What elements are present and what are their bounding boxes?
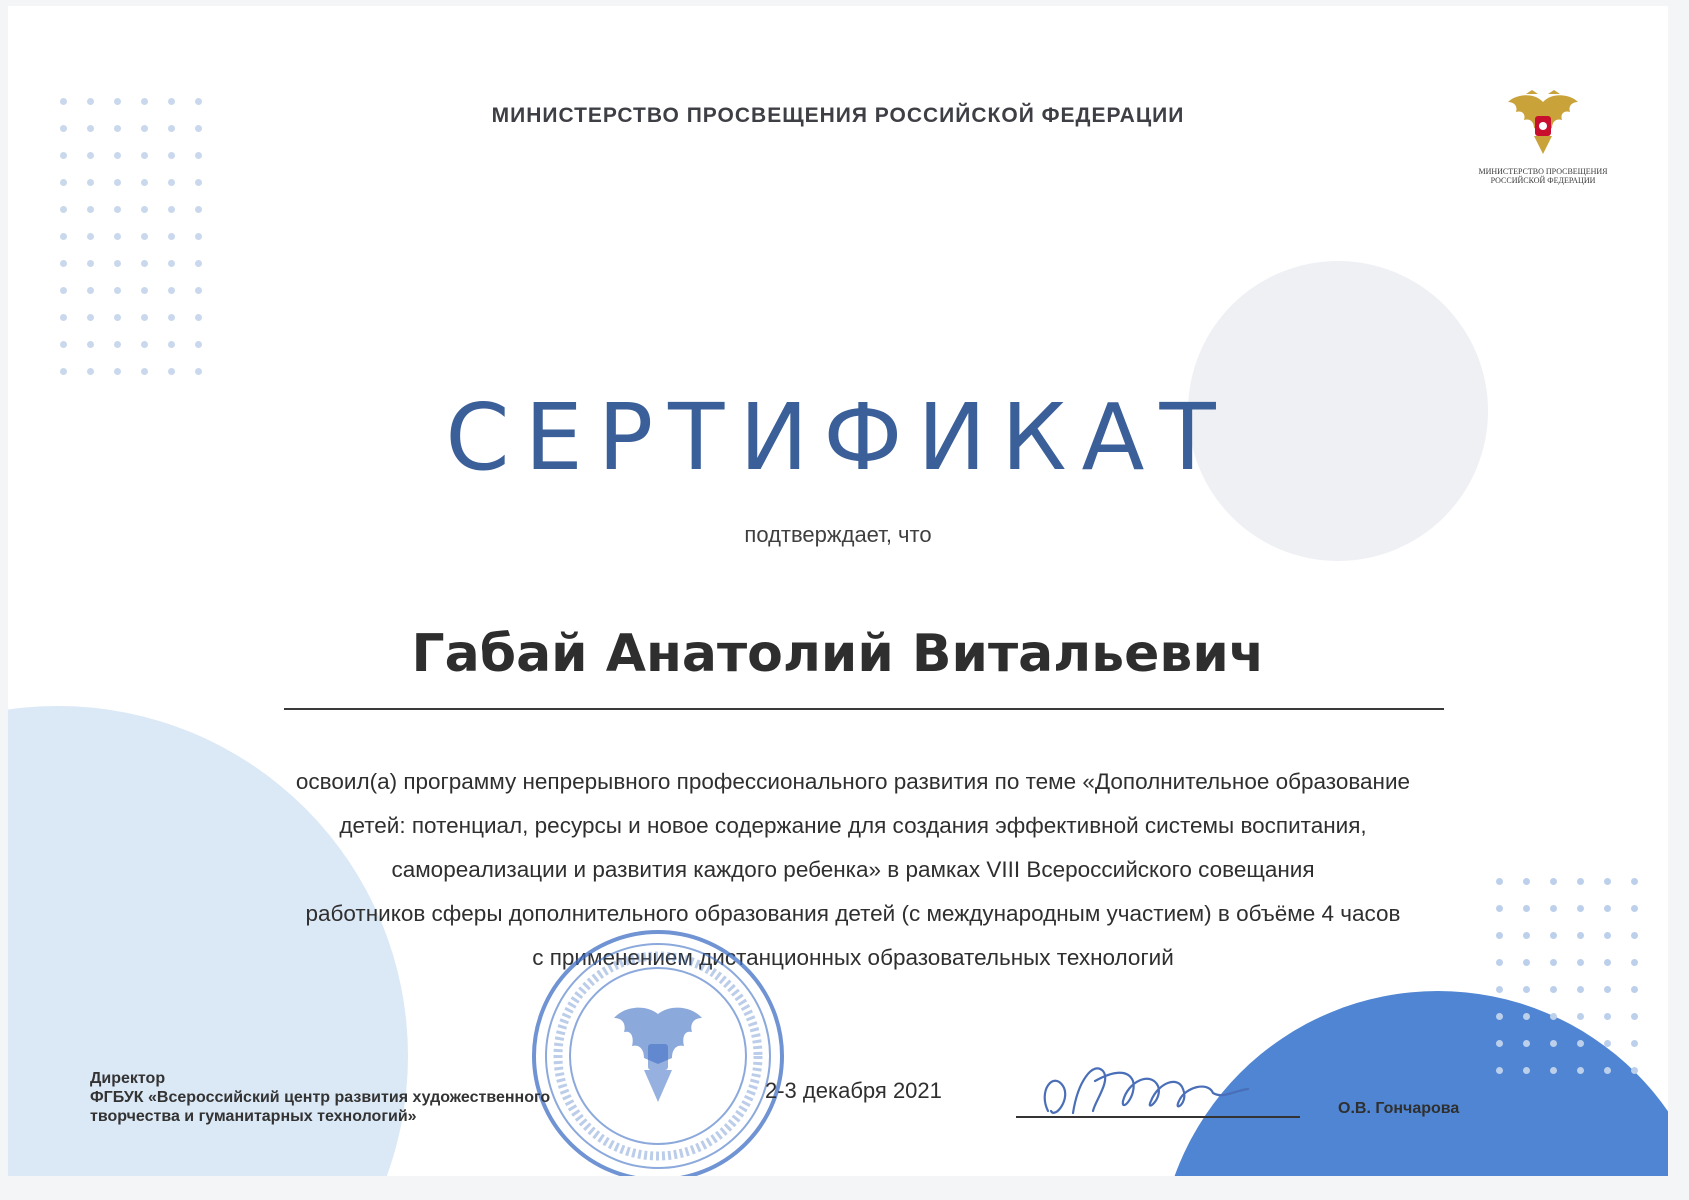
decorative-dot xyxy=(1604,1013,1611,1020)
decorative-dot xyxy=(1523,1013,1530,1020)
decorative-dot xyxy=(141,341,148,348)
decorative-dot xyxy=(87,368,94,375)
decorative-dot xyxy=(87,233,94,240)
decorative-dot xyxy=(1604,878,1611,885)
decorative-dot xyxy=(1550,986,1557,993)
director-title: Директор xyxy=(90,1070,166,1087)
decorative-dot xyxy=(141,287,148,294)
decorative-dot xyxy=(195,260,202,267)
emblem-caption-line-2: РОССИЙСКОЙ ФЕДЕРАЦИИ xyxy=(1490,176,1596,185)
program-line: детей: потенциал, ресурсы и новое содержание для создания эффективной системы воспитания, xyxy=(339,813,1367,838)
decorative-dot xyxy=(168,179,175,186)
decorative-dot xyxy=(60,233,67,240)
decorative-dot xyxy=(60,179,67,186)
decorative-dot xyxy=(1550,1040,1557,1047)
program-line: с применением дистанционных образовательных технологий xyxy=(532,945,1174,970)
decorative-dot xyxy=(1604,1067,1611,1074)
decorative-dot xyxy=(87,314,94,321)
decorative-dot xyxy=(1523,878,1530,885)
decorative-dot xyxy=(114,206,121,213)
decorative-dot xyxy=(60,260,67,267)
decorative-dot xyxy=(168,152,175,159)
name-underline xyxy=(284,708,1444,710)
decorative-dot xyxy=(195,287,202,294)
decorative-dot xyxy=(195,233,202,240)
decorative-dot xyxy=(114,152,121,159)
decorative-dot xyxy=(1550,878,1557,885)
decorative-dot xyxy=(60,368,67,375)
decorative-dot xyxy=(1496,986,1503,993)
decorative-dot xyxy=(195,368,202,375)
decorative-dot xyxy=(1577,959,1584,966)
decorative-dot xyxy=(141,179,148,186)
decorative-dot xyxy=(1577,1040,1584,1047)
decorative-dot xyxy=(60,152,67,159)
signer-name: О.В. Гончарова xyxy=(1338,1100,1460,1117)
decorative-dot xyxy=(195,314,202,321)
decorative-dot xyxy=(1550,959,1557,966)
decorative-dot xyxy=(1631,1013,1638,1020)
decorative-dot xyxy=(114,179,121,186)
confirm-text: подтверждает, что xyxy=(744,522,932,547)
decorative-dot xyxy=(114,341,121,348)
decorative-dot xyxy=(141,206,148,213)
decorative-dot xyxy=(195,206,202,213)
decorative-dot xyxy=(87,260,94,267)
decorative-dot xyxy=(114,233,121,240)
decorative-dot xyxy=(1523,1067,1530,1074)
decorative-dot xyxy=(114,368,121,375)
decorative-dot xyxy=(1496,1013,1503,1020)
program-line: работников сферы дополнительного образования детей (с международным участием) в объёме 4 часов xyxy=(305,901,1401,926)
decorative-dot xyxy=(1604,986,1611,993)
ministry-emblem xyxy=(1468,88,1618,185)
decorative-dot xyxy=(168,341,175,348)
decorative-dot xyxy=(60,341,67,348)
decorative-dot xyxy=(168,368,175,375)
decorative-dot xyxy=(168,260,175,267)
decorative-dot xyxy=(87,179,94,186)
decorative-dot xyxy=(1631,1067,1638,1074)
decorative-dot xyxy=(1496,878,1503,885)
official-seal-stamp xyxy=(528,926,788,1176)
decorative-dot xyxy=(195,341,202,348)
decorative-dot xyxy=(1577,1013,1584,1020)
recipient-name: Габай Анатолий Витальевич xyxy=(411,624,1265,684)
decorative-dot xyxy=(1604,905,1611,912)
decorative-dot xyxy=(1496,932,1503,939)
director-org-line-2: творчества и гуманитарных технологий» xyxy=(90,1108,417,1125)
decorative-dot xyxy=(1604,1040,1611,1047)
decorative-dot xyxy=(1631,986,1638,993)
decorative-dot xyxy=(1577,932,1584,939)
decorative-dot xyxy=(1550,1013,1557,1020)
double-headed-eagle-icon xyxy=(1504,88,1582,158)
decorative-dot xyxy=(1550,1067,1557,1074)
decorative-dot xyxy=(114,314,121,321)
decorative-dot xyxy=(87,341,94,348)
decorative-dot xyxy=(87,287,94,294)
emblem-caption-line-1: МИНИСТЕРСТВО ПРОСВЕЩЕНИЯ xyxy=(1478,167,1608,176)
ministry-header: МИНИСТЕРСТВО ПРОСВЕЩЕНИЯ РОССИЙСКОЙ ФЕДЕРАЦИИ xyxy=(491,104,1185,127)
director-block xyxy=(90,1069,550,1126)
program-line: освоил(а) программу непрерывного профессионального развития по теме «Дополнительное образование xyxy=(295,769,1411,794)
decorative-dot xyxy=(1631,905,1638,912)
decorative-dot xyxy=(1550,932,1557,939)
decorative-dot xyxy=(114,260,121,267)
signature-line xyxy=(1016,1116,1300,1118)
decorative-dot xyxy=(114,287,121,294)
decorative-dot xyxy=(60,287,67,294)
decorative-dot xyxy=(87,152,94,159)
decorative-dot xyxy=(1631,1040,1638,1047)
decorative-dot xyxy=(168,206,175,213)
decorative-dot xyxy=(1577,905,1584,912)
decorative-dot xyxy=(60,314,67,321)
decorative-dot xyxy=(1523,932,1530,939)
decorative-dot xyxy=(1631,932,1638,939)
certificate-sheet xyxy=(8,6,1668,1176)
decorative-dot xyxy=(1496,905,1503,912)
decorative-dot xyxy=(1631,959,1638,966)
decorative-dot xyxy=(1496,959,1503,966)
decorative-dot xyxy=(195,179,202,186)
decorative-dot xyxy=(1604,932,1611,939)
decorative-dot xyxy=(1577,878,1584,885)
program-description xyxy=(248,760,1458,980)
decorative-dot xyxy=(87,206,94,213)
decorative-dot xyxy=(141,314,148,321)
decorative-dot xyxy=(1523,1040,1530,1047)
decorative-dot xyxy=(141,260,148,267)
decorative-dot xyxy=(1523,986,1530,993)
decorative-dot xyxy=(1604,959,1611,966)
decorative-dot xyxy=(168,314,175,321)
decorative-dot xyxy=(1631,878,1638,885)
decorative-dot xyxy=(1496,1040,1503,1047)
decorative-dot xyxy=(168,287,175,294)
certificate-title: СЕРТИФИКАТ xyxy=(445,384,1231,491)
decorative-dot xyxy=(141,152,148,159)
decorative-dot xyxy=(60,206,67,213)
decorative-dot xyxy=(1577,986,1584,993)
event-date: 2-3 декабря 2021 xyxy=(765,1078,942,1103)
director-org-line-1: ФГБУК «Всероссийский центр развития художественного xyxy=(90,1089,551,1106)
decorative-dot xyxy=(195,152,202,159)
decorative-dot xyxy=(141,368,148,375)
decorative-dot xyxy=(1577,1067,1584,1074)
decorative-dot xyxy=(168,233,175,240)
decorative-dot xyxy=(141,233,148,240)
decorative-dot xyxy=(1550,905,1557,912)
decorative-dot xyxy=(1523,959,1530,966)
decorative-dot xyxy=(1523,905,1530,912)
decorative-dot xyxy=(1496,1067,1503,1074)
program-line: самореализации и развития каждого ребенка» в рамках VIII Всероссийского совещания xyxy=(391,857,1315,882)
